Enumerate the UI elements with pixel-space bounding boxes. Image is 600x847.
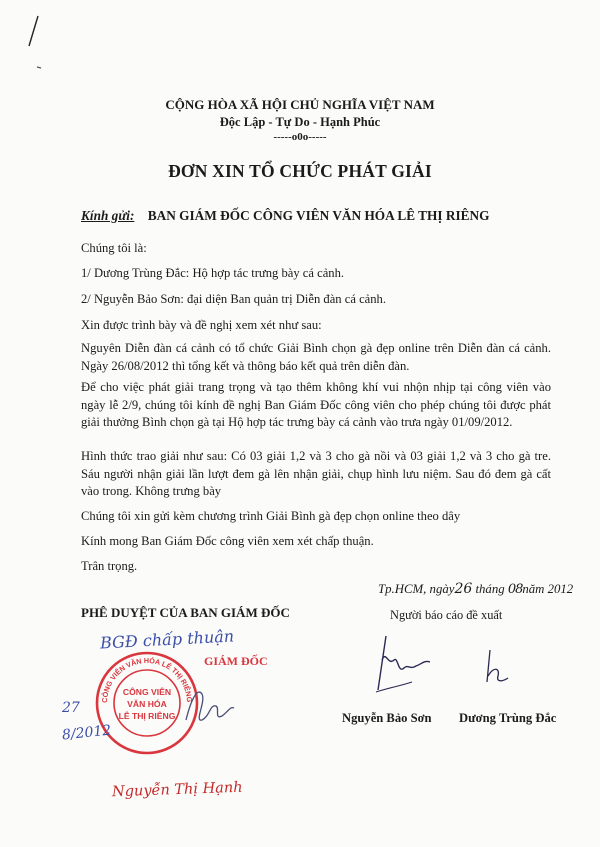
stamp-line-2: VĂN HÓA (127, 699, 167, 709)
recipient-name: BAN GIÁM ĐỐC CÔNG VIÊN VĂN HÓA LÊ THỊ RIÊNG (147, 208, 490, 223)
national-header-line3: -----o0o----- (273, 131, 327, 143)
signer-name-2: Dương Trùng Đắc (459, 711, 557, 725)
date-month-word: tháng (475, 582, 505, 596)
signature-2-icon (478, 646, 518, 692)
slash-mark-icon (22, 12, 48, 70)
approval-date-note-2: 8/2012 (61, 722, 112, 744)
approval-date-note-1: 27 (62, 700, 80, 716)
stamp-line-3: LÊ THỊ RIÊNG (118, 711, 176, 721)
national-header-line1: CỘNG HÒA XÃ HỘI CHỦ NGHĨA VIỆT NAM (165, 97, 435, 112)
date-place: Tp.HCM, ngày (378, 582, 455, 596)
paragraph-4: Xin được trình bày và đề nghị xem xét như sau: (81, 318, 322, 332)
paragraph-9: Kính mong Ban Giám Đốc công viên xem xét chấp thuận. (81, 534, 374, 548)
reporter-label: Người báo cáo đề xuất (390, 608, 503, 622)
signer-name-1: Nguyễn Bảo Sơn (342, 711, 432, 725)
national-header-line2: Độc Lập - Tự Do - Hạnh Phúc (219, 115, 381, 129)
date-day: 26 (454, 581, 473, 597)
approval-handwritten-note: BGĐ chấp thuận (99, 626, 235, 653)
paragraph-10: Trân trọng. (81, 559, 138, 573)
approval-heading: PHÊ DUYỆT CỦA BAN GIÁM ĐỐC (81, 605, 290, 620)
date-year: năm 2012 (522, 582, 574, 596)
paragraph-2: 1/ Dương Trùng Đắc: Hộ hợp tác trưng bày cá cảnh. (81, 266, 345, 280)
signature-duong-trung-dac (478, 646, 518, 692)
paragraph-6: Để cho việc phát giải trang trọng và tạo thêm không khí vui nhộn nhịp tại công viên vào ngày lễ 2/9, chúng tôi kính đề nghị Ban Giám Đốc công viên cho phép chúng tôi được phát giải thưởng Bình chọn gà tại Hộ hợp tác trưng bày cá cảnh vào trưa ngày 01/09/2012. (81, 380, 551, 429)
paragraph-1: Chúng tôi là: (81, 241, 147, 255)
paragraph-7: Hình thức trao giải như sau: Có 03 giải 1,2 và 3 cho gà nồi và 03 giải 1,2 và 3 cho gà tre. Sáu người nhận giải lần lượt đem gà lên nhận giải, chụp hình lưu niệm. Sau đó đem gà cất vào trong. Không trưng bày (81, 449, 551, 498)
paragraph-8: Chúng tôi xin gửi kèm chương trình Giải Bình gà đẹp chọn online theo dây (81, 509, 461, 523)
signature-1-icon (368, 630, 458, 700)
director-name: Nguyễn Thị Hạnh (111, 779, 243, 801)
paragraph-3: 2/ Nguyễn Bảo Sơn: đại diện Ban quản trị Diễn đàn cá cảnh. (81, 292, 386, 306)
date-month: 08 (507, 582, 523, 597)
date-line (378, 581, 573, 597)
paragraph-5: Nguyên Diễn đàn cá cảnh có tổ chức Giải Bình chọn gà đẹp online trên Diễn đàn cá cảnh. Ngày 26/08/2012 thì tổng kết và thông báo kết quả trên diễn đàn. (81, 341, 551, 373)
document-title: ĐƠN XIN TỔ CHỨC PHÁT GIẢI (168, 161, 432, 181)
stamp-ring-text: CÔNG VIÊN VĂN HÓA LÊ THỊ RIÊNG (99, 655, 195, 704)
director-signature (180, 676, 240, 736)
director-signature-icon (180, 676, 240, 736)
recipient-line (81, 208, 489, 224)
signature-nguyen-bao-son (368, 630, 458, 700)
stamp-line-1: CÔNG VIÊN (122, 687, 172, 697)
recipient-label: Kính gửi: (81, 208, 135, 223)
director-role: GIÁM ĐỐC (204, 654, 268, 668)
corner-mark (22, 12, 48, 70)
